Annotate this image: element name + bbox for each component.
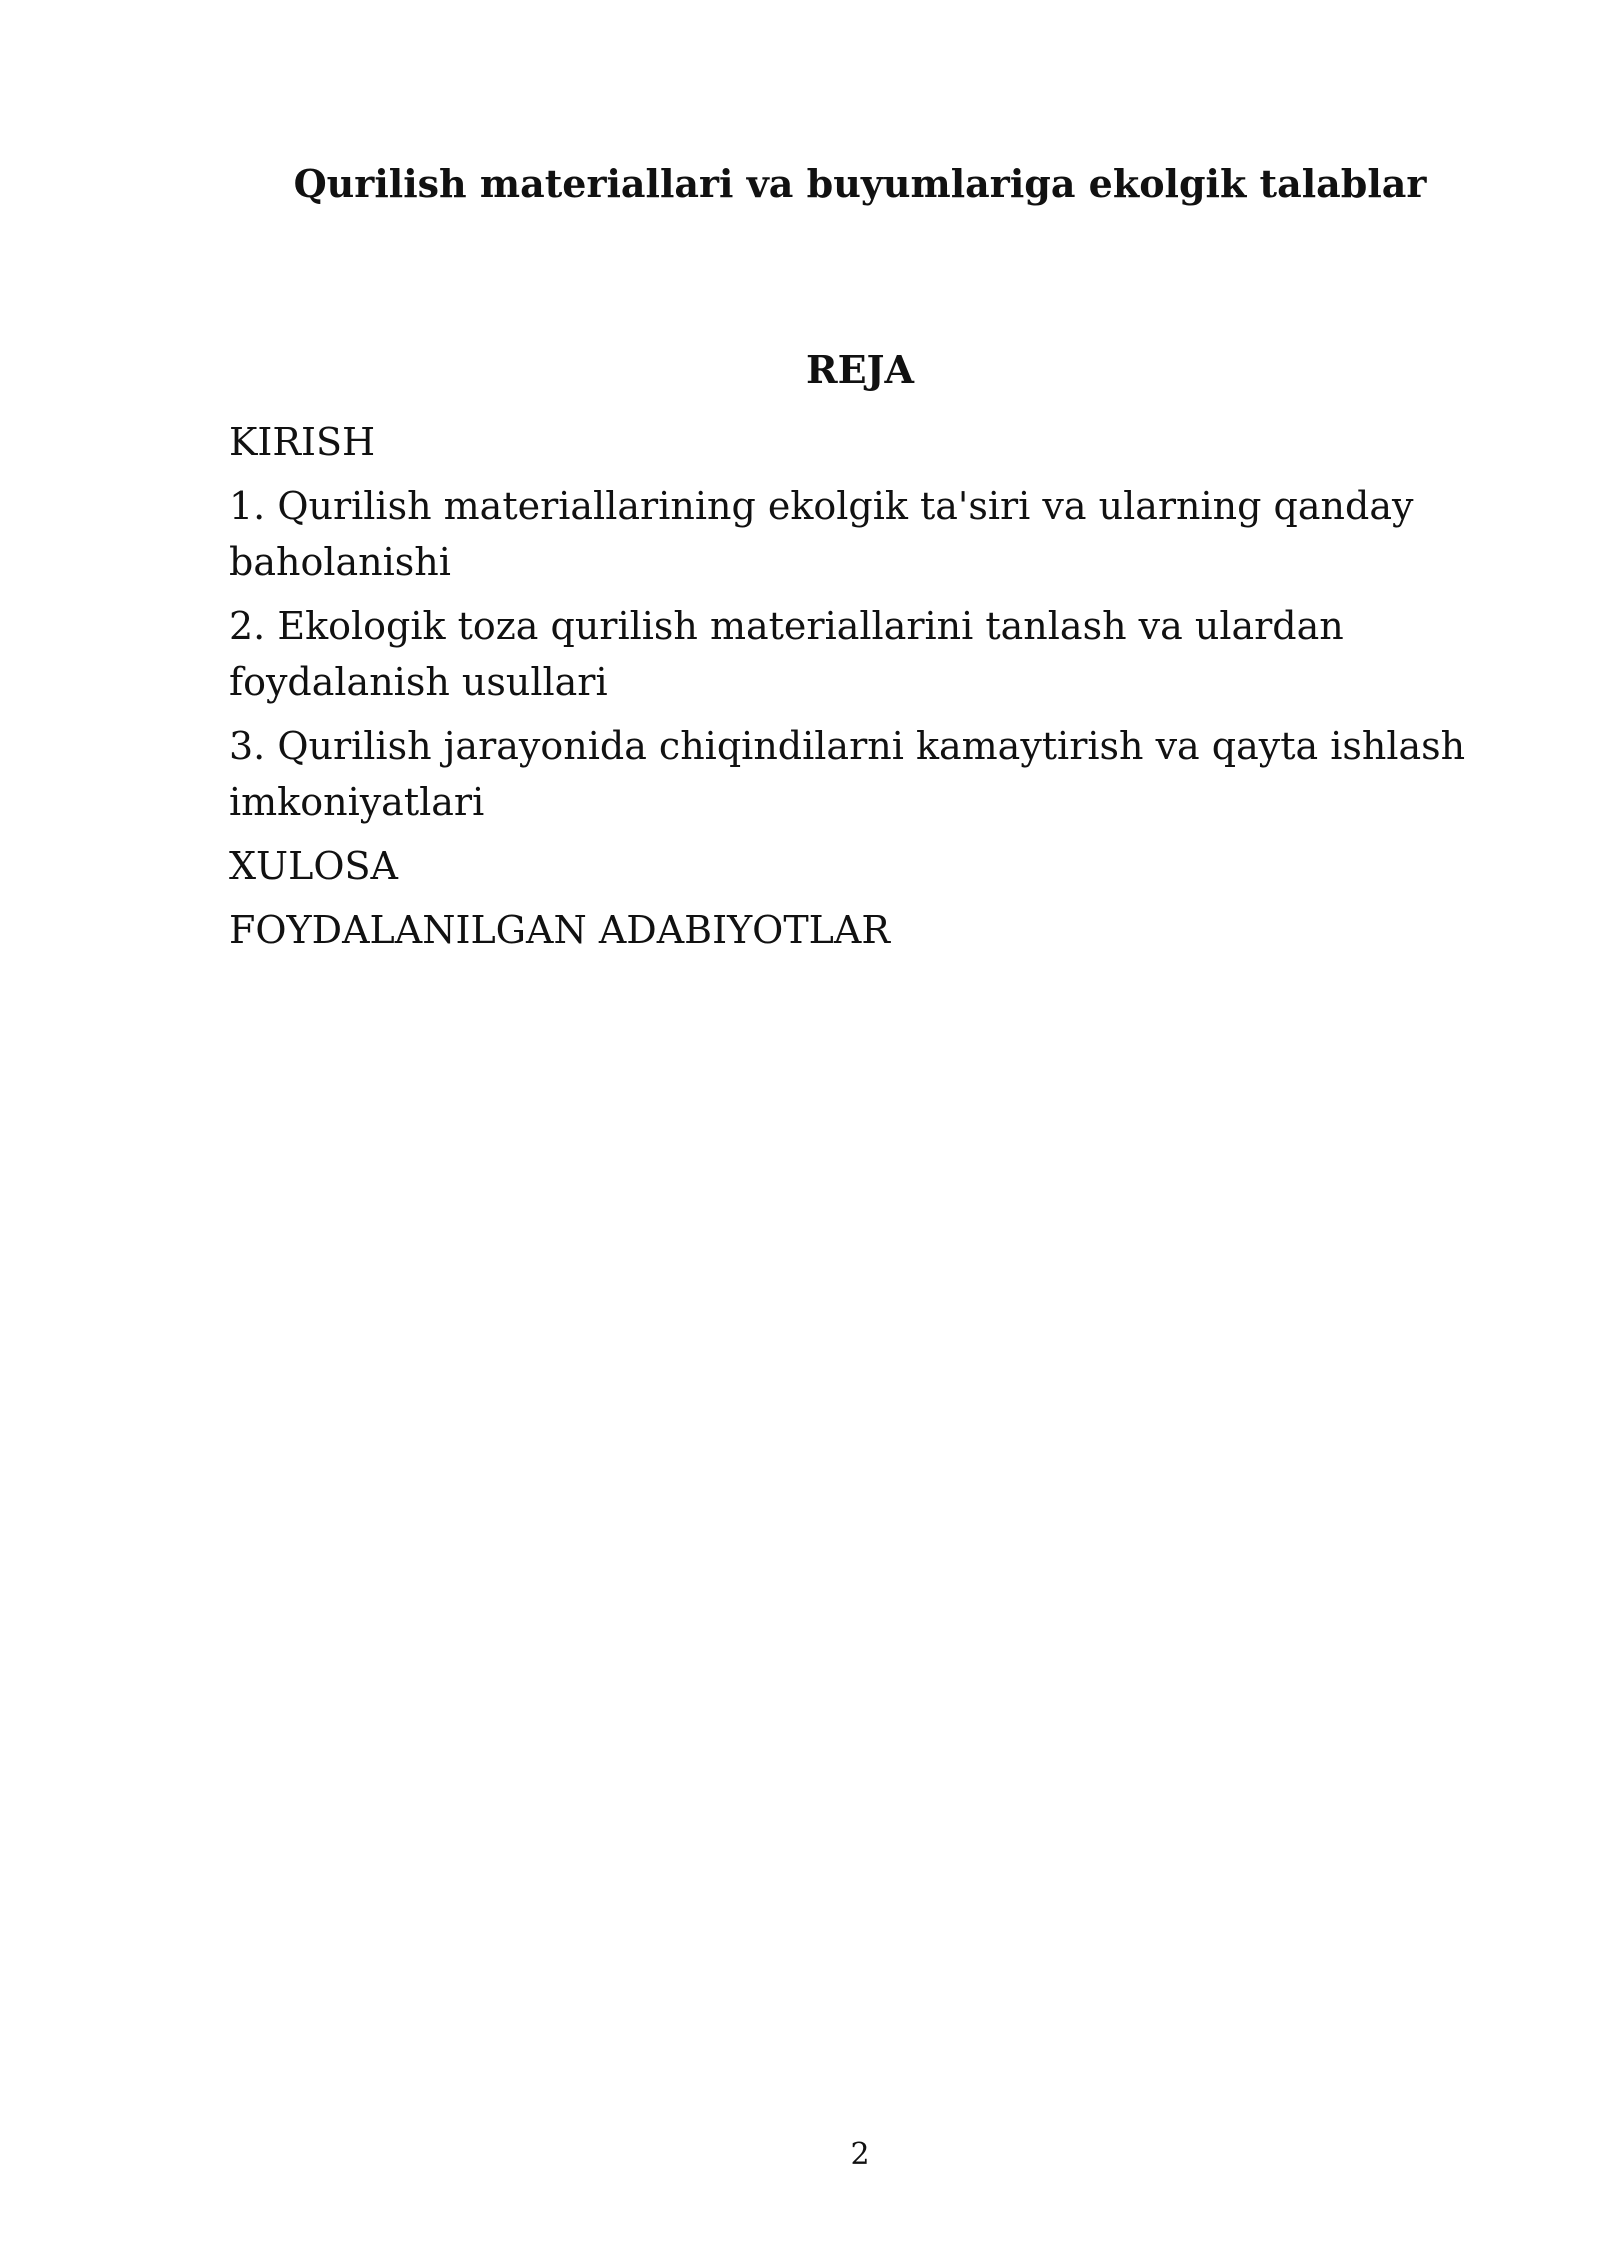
- document-title: Qurilish materiallari va buyumlariga ekolgik talablar: [293, 161, 1427, 206]
- toc-item-intro: KIRISH: [229, 420, 376, 464]
- toc-item-3: 3. Qurilish jarayonida chiqindilarni kamaytirish va qayta ishlash imkoniyatlari: [229, 724, 1466, 824]
- toc-item-references: FOYDALANILGAN ADABIYOTLAR: [229, 908, 890, 952]
- toc-item-2: 2. Ekologik toza qurilish materiallarini tanlash va ulardan foydalanish usullari: [229, 604, 1344, 704]
- table-of-contents: [229, 414, 1479, 966]
- page-number: 2: [850, 2137, 870, 2172]
- plan-heading: REJA: [805, 347, 914, 392]
- toc-item-1: 1. Qurilish materiallarining ekolgik ta'siri va ularning qanday baholanishi: [229, 484, 1414, 584]
- toc-item-conclusion: XULOSA: [229, 844, 398, 888]
